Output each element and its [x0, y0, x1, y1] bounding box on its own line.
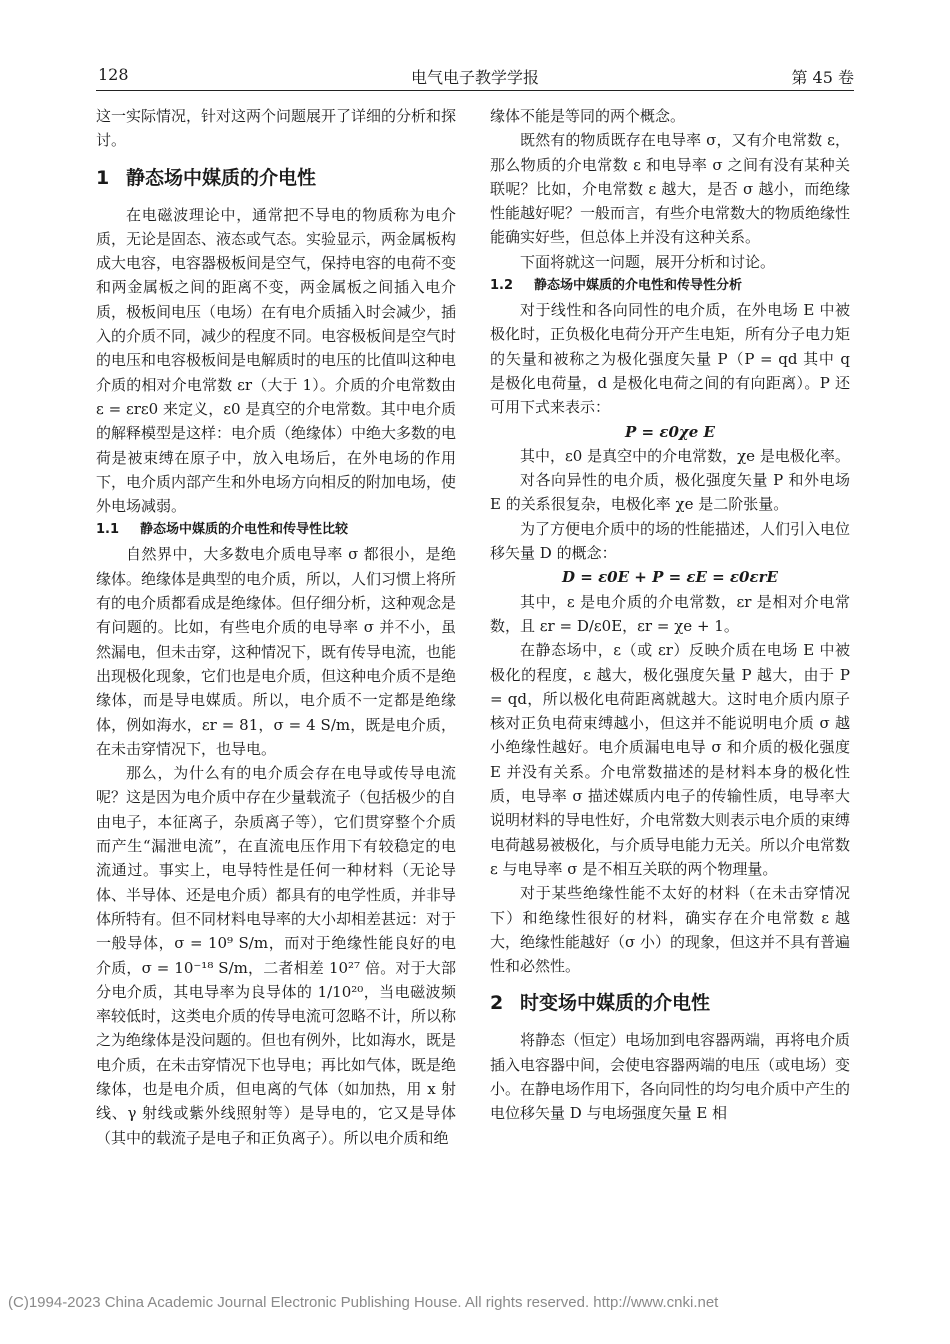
equation: P = ε0χe E	[625, 422, 715, 441]
section-number: 2	[490, 992, 504, 1015]
paragraph: 那么，为什么有的电介质会存在电导或传导电流呢？这是因为电介质中存在少量载流子（包括极少的自由电子，本征离子，杂质离子等），它们贯穿整个介质而产生“漏泄电流”，在直流电压作用下有较稳定的电流通过。事实上，电导特性是任何一种材料（无论导体、半导体、还是电介质）都具有的电学性质，并非导体所特有。但不同材料电导率的大小却相差甚远：对于一般导体，σ = 10⁹ S/m，而对于绝缘性能良好的电介质，σ = 10⁻¹⁸ S/m，二者相差 10²⁷ 倍。对于大部分电介质，其电导率为良导体的 1/10²⁰，当电磁波频率较低时，这类电介质的传导电流可忽略不计，所以称之为绝缘体是没问题的。但也有例外，比如海水，既是电介质，在未击穿情况下也导电；再比如气体，既是绝缘体，也是电介质，但电离的气体（如加热，用 x 射线、γ 射线或紫外线照射等）是导电的，它又是导体（其中的载流子是电子和正负离子）。所以电介质和绝	[96, 764, 457, 1147]
page-number: 128	[98, 65, 129, 84]
equation: D = ε0E + P = εE = ε0εrE	[562, 568, 778, 587]
paragraph: 对各向异性的电介质，极化强度矢量 P 和外电场 E 的关系很复杂，电极化率 χe 是二阶张量。	[490, 471, 850, 514]
subsection-heading	[96, 518, 456, 542]
paragraph: 这一实际情况，针对这两个问题展开了详细的分析和探讨。	[96, 107, 457, 150]
paragraph: 为了方便电介质中的场的性能描述，人们引入电位移矢量 D 的概念：	[490, 519, 851, 563]
paragraph: 其中，ε 是电介质的介电常数，εr 是相对介电常数，且 εr = D/ε0E，εr = χe + 1。	[490, 592, 850, 635]
subsection-title: 静态场中媒质的介电性和传导性分析	[534, 278, 743, 294]
paragraph: 其中，ε0 是真空中的介电常数，χe 是电极化率。	[520, 446, 850, 465]
section-number: 1	[96, 166, 110, 189]
journal-title: 电气电子教学学报	[410, 68, 539, 87]
paragraph: 在电磁波理论中，通常把不导电的物质称为电介质，无论是固态、液态或气态。实验显示，两金属板构成大电容，电容器极板间是空气，保持电容的电荷不变和两金属板之间的距离不变，两金属板之间插入电介质，极板间电压（电场）在有电介质插入时会减少，插入的介质不同，减少的程度不同。电容极板间是空气时的电压和电容极板间是电解质时的电压的比值叫这种电介质的相对介电常数 εr（大于 1）。介质的介电常数由 ε = εrε0 来定义，ε0 是真空的介电常数。其中电介质的解释模型是这样：电介质（绝缘体）中绝大多数的电荷是被束缚在原子中，放入电场后，在外电场的作用下，电介质内部产生和外电场方向相反的附加电场，使外电场减弱。	[96, 205, 457, 516]
paragraph: 自然界中，大多数电介质电导率 σ 都很小，是绝缘体。绝缘体是典型的电介质，所以，人们习惯上将所有的电介质都看成是绝缘体。但仔细分析，这种观念是有问题的。比如，有些电介质的电导率 σ 并不小，虽然漏电，但未击穿，这种情况下，既有传导电流，也能出现极化现象，它们也是电介质，但这种电介质不是绝缘体，而是导电媒质。所以，电介质不一定都是绝缘体，例如海水，εr = 81，σ = 4 S/m，既是电介质，在未击穿情况下，也导电。	[96, 545, 457, 758]
paragraph: 既然有的物质既存在电导率 σ，又有介电常数 ε，那么物质的介电常数 ε 和电导率 σ 之间有没有某种关联呢？比如，介电常数 ε 越大，是否 σ 越小，而绝缘性能越好呢？一般而言，有些介电常数大的物质绝缘性能确实好些，但总体上并没有这种关系。	[490, 131, 851, 247]
subsection-number: 1.1	[96, 522, 120, 538]
page-header	[96, 60, 854, 91]
volume-label: 第 45 卷	[791, 68, 854, 87]
paragraph: 下面将就这一问题，展开分析和讨论。	[520, 252, 776, 271]
subsection-title: 静态场中媒质的介电性和传导性比较	[140, 522, 349, 538]
right-column	[490, 104, 850, 1126]
section-heading	[96, 165, 456, 191]
left-column	[96, 104, 456, 1150]
section-heading	[490, 990, 850, 1016]
paragraph: 在静态场中，ε（或 εr）反映介质在电场 E 中被极化的程度，ε 越大，极化强度矢量 P 越大，由于 P = qd，所以极化电荷距离就越大。这时电介质内原子核对正负电荷束缚越小，但这并不能说明电介质 σ 越小绝缘性越好。电介质漏电电导 σ 和介质的极化强度 E 并没有关系。介电常数描述的是材料本身的极化性质，电导率 σ 描述媒质内电子的传输性质，电导率大说明材料的导电性好，介电常数大则表示电介质的束缚电荷越易被极化，与介质导电能力无关。所以介电常数 ε 与电导率 σ 是不相互关联的两个物理量。	[490, 641, 851, 878]
paragraph: 缘体不能是等同的两个概念。	[490, 107, 686, 125]
section-title: 时变场中媒质的介电性	[520, 992, 711, 1015]
paragraph: 对于某些绝缘性能不太好的材料（在未击穿情况下）和绝缘性很好的材料，确实存在介电常数 ε 越大，绝缘性能越好（σ 小）的现象，但这并不具有普遍性和必然性。	[490, 884, 851, 976]
section-title: 静态场中媒质的介电性	[126, 166, 317, 189]
subsection-number: 1.2	[490, 278, 514, 294]
copyright-footer: (C)1994-2023 China Academic Journal Electronic Publishing House. All rights reserved. http://www.cnki.net	[8, 1294, 719, 1311]
paragraph: 对于线性和各向同性的电介质，在外电场 E 中被极化时，正负极化电荷分开产生电矩，所有分子电力矩的矢量和被称之为极化强度矢量 P（P = qd 其中 q 是极化电荷量，d 是极化电荷之间的有向距离）。P 还可用下式来表示：	[490, 301, 851, 417]
paragraph: 将静态（恒定）电场加到电容器两端，再将电介质插入电容器中间，会使电容器两端的电压（或电场）变小。在静电场作用下，各向同性的均匀电介质中产生的电位移矢量 D 与电场强度矢量 E 相	[490, 1031, 851, 1123]
subsection-heading	[490, 274, 850, 298]
